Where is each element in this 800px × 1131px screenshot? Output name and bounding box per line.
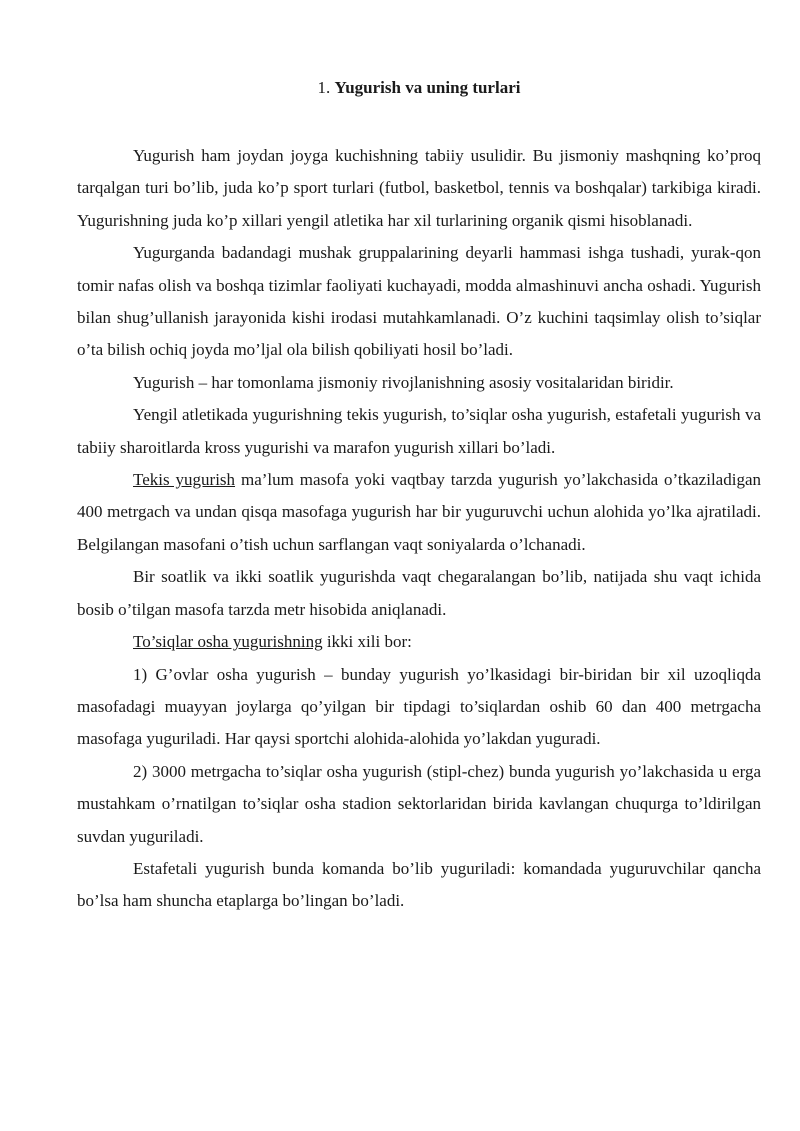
paragraph: [77, 626, 761, 658]
paragraph-text: 2) 3000 metrgacha to’siqlar osha yugurish (stipl-chez) bunda yugurish yo’lakchasida u erga mustahkam o’rnatilgan to’siqlar osha stadion sektorlaridan birida kavlangan chuqurga to’ldirilgan suvdan yuguriladi.: [77, 761, 761, 846]
paragraph-text: Estafetali yugurish bunda komanda bo’lib yuguriladi: komandada yuguruvchilar qancha bo’lsa ham shuncha etaplarga bo’lingan bo’ladi.: [77, 858, 761, 911]
page-title: [77, 76, 761, 100]
paragraph: [77, 367, 761, 399]
paragraph: [77, 853, 761, 918]
paragraph: [77, 399, 761, 464]
paragraph-text: ma’lum masofa yoki vaqtbay tarzda yugurish yo’lakchasida o’tkaziladigan 400 metrgach va undan qisqa masofaga yugurish har bir yuguruvchi uchun alohida yo’lka ajratiladi. Belgilangan masofani o’tish uchun sarflangan vaqt soniyalarda o’lchanadi.: [77, 470, 761, 554]
paragraph-lead-underlined: To’siqlar osha yugurishning: [133, 632, 323, 652]
paragraph-text: Yugurish ham joydan joyga kuchishning tabiiy usulidir. Bu jismoniy mashqning ko’proq tarqalgan turi bo’lib, juda ko’p sport turlari (futbol, basketbol, tennis va boshqalar) tarkibiga kiradi. Yugurishning juda ko’p xillari yengil atletika har xil turlarining organik qismi hisoblanadi.: [77, 146, 761, 230]
paragraph: [77, 561, 761, 626]
paragraph-text: 1) G’ovlar osha yugurish – bunday yugurish yo’lkasidagi bir-biridan bir xil uzoqliqda masofadagi muayyan joylarga qo’yilgan bir tipdagi to’siqlardan oshib 60 dan 400 metrgacha masofaga yuguriladi. Har qaysi sportchi alohida-alohida yo’lakdan yuguradi.: [77, 664, 761, 749]
paragraph: [77, 140, 761, 237]
title-number: 1.: [317, 78, 331, 97]
paragraph: [77, 659, 761, 756]
paragraph-text: ikki xili bor:: [322, 632, 412, 652]
paragraph-text: Bir soatlik va ikki soatlik yugurishda vaqt chegaralangan bo’lib, natijada shu vaqt ichida bosib o’tilgan masofa tarzda metr hisobida aniqlanadi.: [77, 567, 761, 619]
paragraph: [77, 756, 761, 853]
paragraph: [77, 464, 761, 561]
paragraph-text: Yengil atletikada yugurishning tekis yugurish, to’siqlar osha yugurish, estafetali yugurish va tabiiy sharoitlarda kross yugurishi va marafon yugurish xillari bo’ladi.: [77, 405, 761, 457]
document-page: [77, 76, 761, 918]
paragraph: [77, 237, 761, 367]
paragraph-text: Yugurganda badandagi mushak gruppalarining deyarli hammasi ishga tushadi, yurak-qon tomir nafas olish va boshqa tizimlar faoliyati kuchayadi, modda almashinuvi ancha oshadi. Yugurish bilan shug’ullanish jarayonida kishi irodasi mutahkamlanadi. O’z kuchini taqsimlay olish to’siqlar o’ta bilish ochiq joyda mo’ljal ola bilish qobiliyati hosil bo’ladi.: [77, 243, 761, 360]
paragraph-lead-underlined: Tekis yugurish: [133, 470, 236, 490]
title-text: Yugurish va uning turlari: [334, 78, 521, 97]
paragraph-text: Yugurish – har tomonlama jismoniy rivojlanishning asosiy vositalaridan biridir.: [133, 372, 674, 392]
